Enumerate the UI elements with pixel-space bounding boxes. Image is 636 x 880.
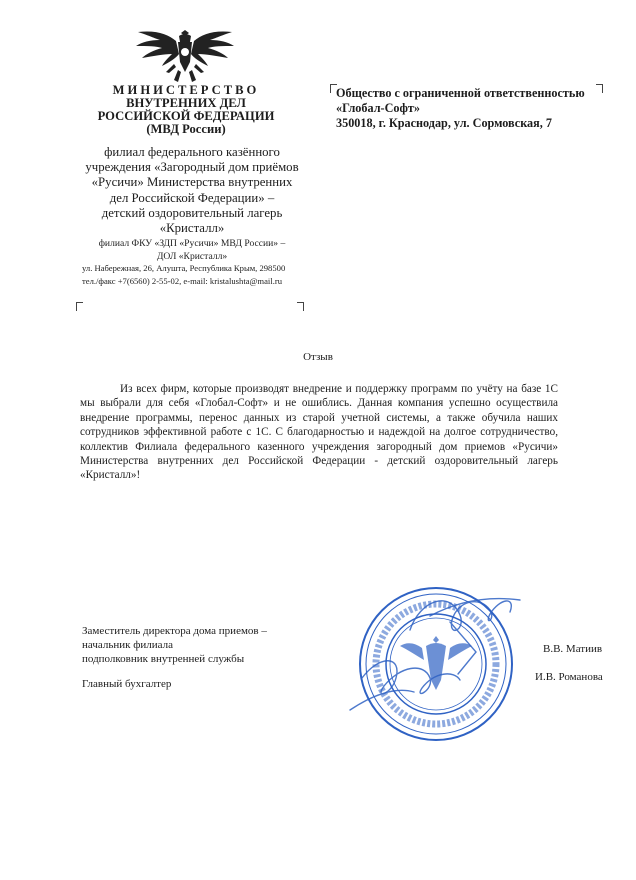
letter-body [80, 382, 558, 483]
accountant-name: И.В. Романова [535, 671, 603, 683]
branch-full-name [74, 145, 310, 236]
ministry-line-3: РОССИЙСКОЙ ФЕДЕРАЦИИ [97, 109, 275, 123]
branch-line: детский оздоровительный лагерь [101, 205, 283, 220]
contacts [82, 262, 314, 287]
position-line: начальник филиала [82, 639, 173, 651]
address: ул. Набережная, 26, Алушта, Республика Крым, 298500 [82, 263, 286, 273]
ministry-name [60, 84, 312, 136]
branch-line: учреждения «Загородный дом приёмов [85, 160, 299, 175]
recipient-line: «Глобал-Софт» [336, 101, 421, 115]
letter-title: Отзыв [303, 351, 333, 363]
recipient-line: Общество с ограниченной ответственностью [336, 86, 585, 100]
branch-line: филиал федерального казённого [104, 145, 280, 159]
ministry-line-4: (МВД России) [146, 122, 226, 136]
branch-short-name [74, 238, 310, 263]
branch-line: «Русичи» Министерства внутренних [91, 175, 293, 190]
double-headed-eagle-emblem [132, 24, 238, 86]
ministry-line-2: ВНУТРЕННИХ ДЕЛ [126, 96, 246, 110]
ministry-line-1: МИНИСТЕРСТВО [112, 83, 260, 97]
corner-mark [297, 302, 304, 311]
director-name: В.В. Матиив [543, 643, 603, 655]
accountant-label: Главный бухгалтер [82, 678, 172, 690]
signatory-position [82, 624, 267, 666]
letter-body-text: Из всех фирм, которые производят внедрение и поддержку программ по учёту на базе 1С мы выбрали для себя «Глобал-Софт» и не ошиблись. Данная компания успешно осуществила внедрение программы, перенос данных из старой учетной системы, а также обучила наших сотрудников эффективной работе с 1С. С благодарностью и надеждой на долгое сотрудничество, коллектив Филиала федерального казенного учреждения загородный дом приемов «Русичи» Министерства внутренних дел Российской Федерации - детский оздоровительный лагерь «Кристалл»! [80, 383, 558, 482]
handwritten-signatures [340, 560, 570, 730]
position-line: подполковник внутренней службы [82, 653, 245, 665]
recipient-block [336, 86, 616, 131]
corner-mark [76, 302, 83, 311]
branch-short-line: филиал ФКУ «ЗДП «Русичи» МВД России» – [98, 238, 286, 249]
branch-short-line: ДОЛ «Кристалл» [156, 250, 228, 262]
branch-line: «Кристалл» [159, 221, 225, 236]
phone-email: тел./факс +7(6560) 2-55-02, e-mail: kristalushta@mail.ru [82, 275, 283, 286]
recipient-line: 350018, г. Краснодар, ул. Сормовская, 7 [336, 116, 552, 130]
branch-line: дел Российской Федерации» – [109, 190, 275, 205]
position-line: Заместитель директора дома приемов – [82, 625, 267, 637]
